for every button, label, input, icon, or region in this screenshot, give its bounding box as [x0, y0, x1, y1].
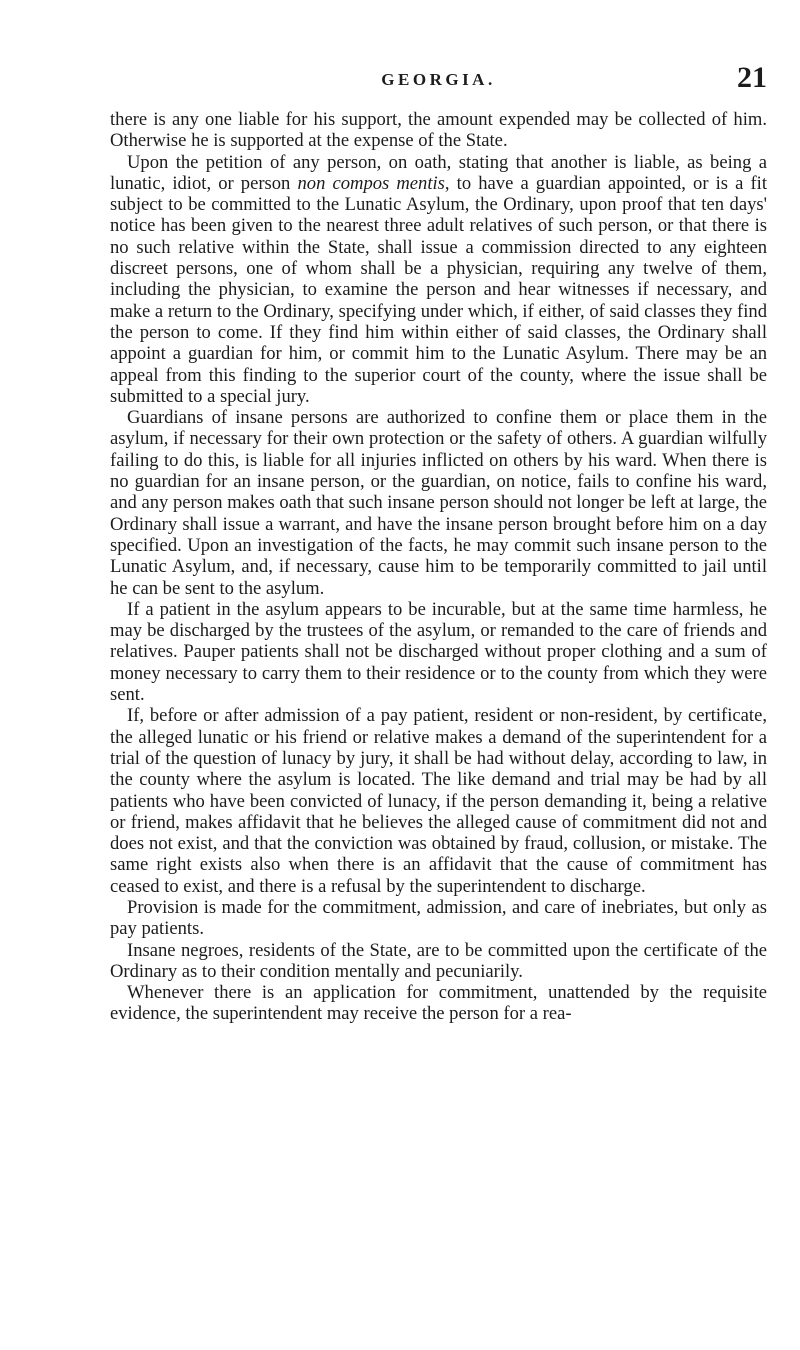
- paragraph-continued: there is any one liable for his support, the amount expended may be collected of him. Otherwise he is supported at the expense of the State.: [110, 109, 767, 152]
- paragraph-petition: [110, 152, 767, 408]
- running-title: GEORGIA.: [381, 70, 496, 89]
- paragraph-text: , to have a guardian appointed, or is a fit subject to be committed to the Lunatic Asylum, the Ordinary, upon proof that ten days' notice has been given to the nearest three adult relatives of such person, or that there is no such relative within the State, shall issue a commission directed to any eighteen discreet persons, one of whom shall be a physician, requiring any twelve of them, including the physician, to examine the person and hear witnesses if necessary, and make a return to the Ordinary, specifying under which, if either, of said classes they find the person to come. If they find him within either of said classes, the Ordinary shall appoint a guardian for him, or commit him to the Lunatic Asylum. There may be an appeal from this finding to the superior court of the county, where the issue shall be submitted to a special jury.: [110, 172, 767, 407]
- page-number: 21: [737, 61, 767, 94]
- paragraph-inebriates: Provision is made for the commitment, admission, and care of inebriates, but only as pay patients.: [110, 896, 767, 940]
- body-text: [110, 109, 767, 1025]
- paragraph-jury-trial: If, before or after admission of a pay patient, resident or non-resident, by certificate, the alleged lunatic or his friend or relative makes a demand of the superintendent for a trial of the question of lunacy by jury, it shall be had without delay, according to law, in the county where the asylum is located. The like demand and trial may be had by all patients who have been convicted of lunacy, if the person demanding it, being a relative or friend, makes affidavit that he believes the alleged cause of commitment did not and does not exist, and that the conviction was obtained by fraud, collusion, or mistake. The same right exists also when there is an affidavit that the cause of commitment has ceased to exist, and there is a refusal by the superintendent to discharge.: [110, 705, 767, 897]
- paragraph-guardians: Guardians of insane persons are authorized to confine them or place them in the asylum, if necessary for their own protection or the safety of others. A guardian wilfully failing to do this, is liable for all injuries inflicted on others by his ward. When there is no guardian for an insane person, or the guardian, on notice, fails to confine his ward, and any person makes oath that such insane person should not longer be left at large, the Ordinary shall issue a warrant, and have the insane person brought before him on a day specified. Upon an investigation of the facts, he may commit such insane person to the Lunatic Asylum, and, if necessary, cause him to be temporarily committed to jail until he can be sent to the asylum.: [110, 407, 767, 599]
- latin-phrase: non compos mentis: [297, 172, 445, 194]
- running-head: [110, 60, 767, 96]
- paragraph-negroes: Insane negroes, residents of the State, are to be committed upon the certificate of the Ordinary as to their condition mentally and pecuniarily.: [110, 939, 767, 982]
- paragraph-incurable: If a patient in the asylum appears to be incurable, but at the same time harmless, he may be discharged by the trustees of the asylum, or remanded to the care of friends and relatives. Pauper patients shall not be discharged without proper clothing and a sum of money necessary to carry them to their residence or to the county from which they were sent.: [110, 598, 767, 706]
- paragraph-text: Upon the petition of any person, on oath, stating that another is liable, as being a lunatic, idiot, or person: [110, 151, 767, 194]
- paragraph-application: Whenever there is an application for commitment, unattended by the requisite evidence, the superintendent may receive the person for a rea-: [110, 982, 767, 1025]
